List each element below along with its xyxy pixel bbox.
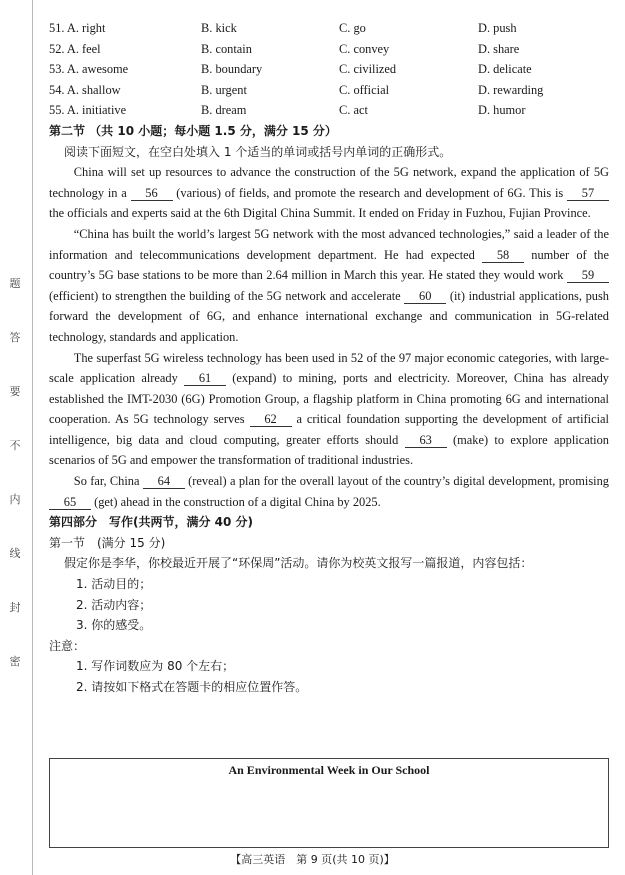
option-b: B. boundary [201,62,263,77]
option-a: 53. A. awesome [49,62,129,77]
option-a: 54. A. shallow [49,82,121,97]
option-row [49,80,609,101]
passage-text: (expand) to mining, ports and electricity. Moreover, China has already established the IMT-2030 (6G) Promotion Group, a flagship platform in China promoting 6G and international cooperation. As 5G technology serves [49,371,609,427]
option-c: C. civilized [339,62,397,77]
option-c: C. official [339,82,390,97]
option-row [49,100,609,121]
seal-char: 题 [9,277,21,290]
option-d: D. rewarding [478,82,544,97]
binding-margin-line [32,0,33,875]
subsection-heading: 第一节 (满分 15 分) [49,535,166,550]
option-d: D. push [478,21,517,35]
option-row [49,59,609,80]
writing-prompt: 假定你是李华，你校最近开展了“环保周”活动。请你为校英文报写一篇报道，内容包括： [64,556,533,571]
note-item: 2. 请按如下格式在答题卡的相应位置作答。 [76,680,308,694]
page-content [49,18,609,698]
passage-text: (various) of fields, and promote the research and development of 6G. This is [172,185,567,200]
prompt-item: 2. 活动内容； [76,597,152,612]
options-table [49,18,609,121]
option-d: D. delicate [478,62,532,77]
note-label: 注意： [49,638,86,653]
passage-text: “China has built the world’s largest 5G network with the most advanced technologies,” said a leader of the information and telecommunications development department. He had expected [49,226,609,262]
answer-blank: 62 [250,412,292,427]
option-row [49,18,609,39]
passage-text: the officials and experts said at the 6th Digital China Summit. It ended on Friday in Fuzhou, Fujian Province. [49,206,591,221]
section-heading: 第二节 （共 10 小题；每小题 1.5 分，满分 15 分） [49,123,337,138]
answer-blank: 60 [404,289,446,304]
passage-text: (it) industrial applications, push forward the development of 6G, and enhance international exchange and communication in 5G-related technology, standards and application. [49,288,609,344]
option-a: 51. A. right [49,21,106,35]
seal-char: 封 [9,601,21,614]
answer-blank: 58 [482,248,524,263]
prompt-item: 3. 你的感受。 [76,618,152,633]
passage-text: (reveal) a plan for the overall layout of the country’s digital development, promising [184,474,609,489]
seal-char: 不 [9,439,21,452]
passage-text: (get) ahead in the construction of a digital China by 2025. [91,494,381,509]
passage-paragraph [49,224,609,348]
option-a: 55. A. initiative [49,103,127,118]
option-b: B. contain [201,41,252,56]
seal-line-warning [6,275,24,669]
section-instruction: 阅读下面短文，在空白处填入 1 个适当的单词或括号内单词的正确形式。 [64,144,452,159]
page-footer: 【高三英语 第 9 页(共 10 页)】 [230,853,395,866]
option-b: B. dream [201,103,247,118]
passage-text: (make) to explore application scenarios of 5G and empower the transformation of traditional industries. [49,432,609,468]
part-heading: 第四部分 写作(共两节，满分 40 分) [49,515,254,530]
passage-paragraph [49,162,609,224]
option-b: B. urgent [201,82,247,97]
answer-box [49,758,609,848]
answer-blank: 56 [131,186,173,201]
passage-text: number of the country’s 5G base stations to be more than 2.64 million in March this year. He stated they would work [49,247,609,283]
passage-text: The superfast 5G wireless technology has been used in 52 of the 97 major economic categories, with large-scale application already [49,350,609,386]
passage-text: So far, China [73,474,143,489]
option-a: 52. A. feel [49,41,101,56]
answer-blank: 61 [184,371,226,386]
option-d: D. humor [478,103,526,118]
passage-text: (efficient) to strengthen the building of the 5G network and accelerate [49,288,405,303]
prompt-item: 1. 活动目的； [76,577,152,592]
seal-char: 要 [9,385,21,398]
answer-blank: 57 [567,186,609,201]
option-c: C. act [339,103,368,118]
answer-blank: 59 [567,268,609,283]
option-c: C. convey [339,41,390,56]
passage-text: China will set up resources to advance the construction of the 5G network, expand the application of 5G technology in a [49,165,609,200]
passage-text: a critical foundation supporting the development of artificial intelligence, big data and cloud computing, greater efforts should [49,412,609,447]
seal-char: 密 [9,655,21,668]
answer-blank: 65 [49,495,91,510]
option-c: C. go [339,21,366,35]
seal-char: 内 [9,493,21,506]
answer-box-title: An Environmental Week in Our School [228,763,430,777]
seal-char: 答 [9,331,21,344]
option-b: B. kick [201,21,237,35]
passage-paragraph [49,348,609,472]
answer-blank: 63 [405,433,447,448]
option-d: D. share [478,41,520,56]
seal-char: 线 [9,547,21,560]
passage-paragraph [49,471,609,512]
note-item: 1. 写作词数应为 80 个左右； [76,659,235,674]
option-row [49,39,609,60]
answer-blank: 64 [143,474,185,489]
